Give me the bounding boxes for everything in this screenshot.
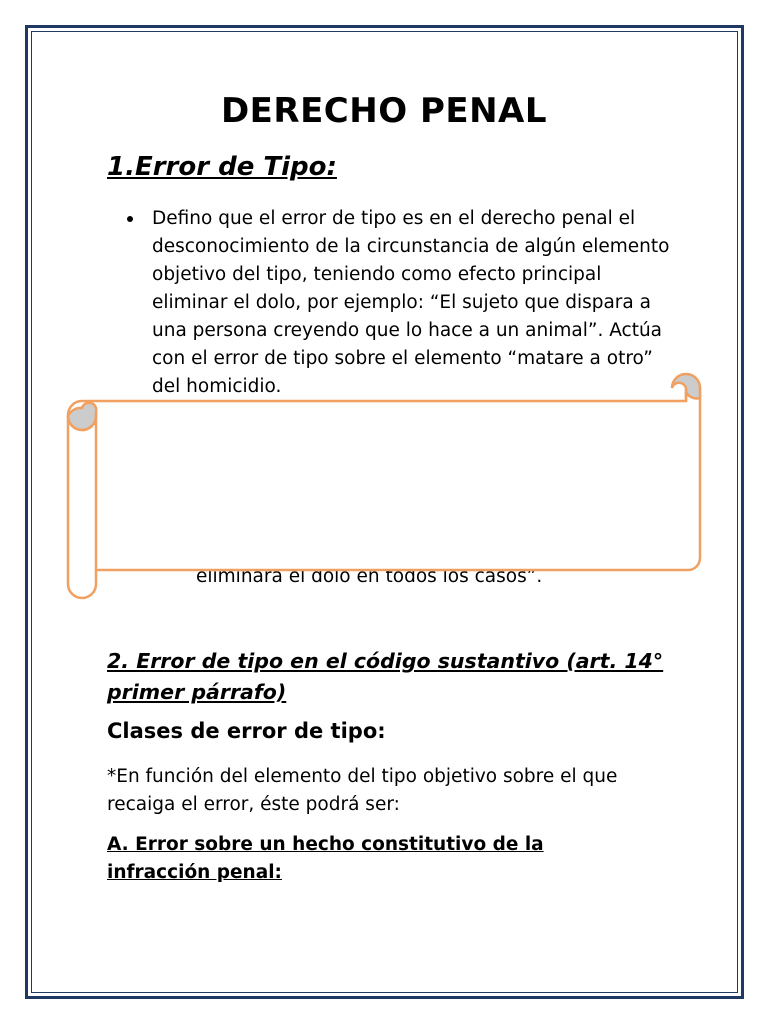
document-title: DERECHO PENAL [220, 91, 548, 131]
section-2-paragraph: *En función del elemento del tipo objetivo sobre el que recaiga el error, éste podrá ser: [107, 766, 618, 815]
partially-covered-line: eliminará el dolo en todos los casos”. [196, 566, 543, 587]
bullet-text: Defino que el error de tipo es en el derecho penal el desconocimiento de la circunstancia de algún elemento objetivo del tipo, teniendo como efecto principal eliminar el dolo, por ejemplo: “El sujeto que dispara a una persona creyendo que lo hace a un animal”. Actúa con el error de tipo sobre el elemento “matare a otro” del homicidio. [152, 208, 670, 397]
section-1-heading: 1.Error de Tipo: [107, 152, 337, 182]
section-2-subheading: Clases de error de tipo: [107, 719, 386, 743]
item-a-heading: A. Error sobre un hecho constitutivo de la infracción penal: [107, 834, 544, 883]
section-2-heading: 2. Error de tipo en el código sustantivo (art. 14° primer párrafo) [107, 649, 664, 704]
